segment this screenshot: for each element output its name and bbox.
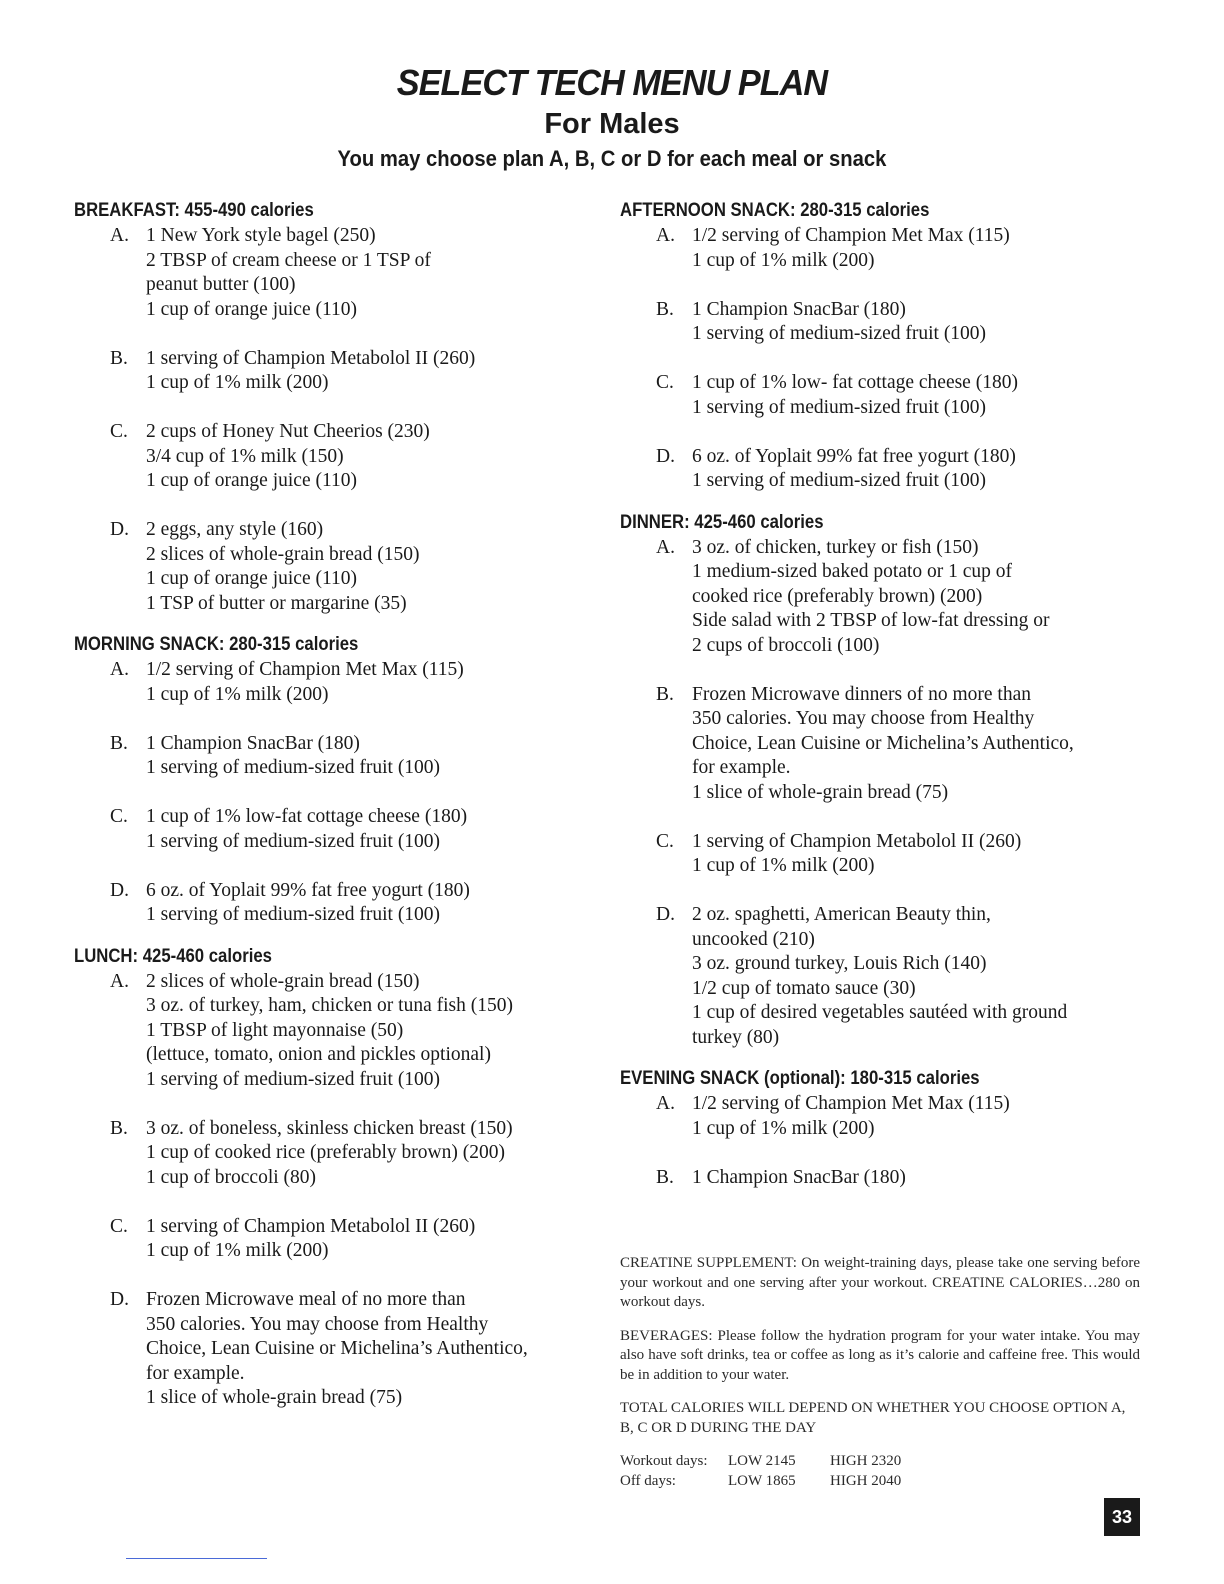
option-letter: D. bbox=[110, 1289, 129, 1310]
option-line: 1 cup of 1% milk (200) bbox=[146, 1240, 329, 1261]
calorie-row-label: Workout days: bbox=[620, 1453, 708, 1469]
option-letter: A. bbox=[110, 225, 129, 246]
notes-block bbox=[620, 1254, 1140, 1491]
option-line: 3 oz. ground turkey, Louis Rich (140) bbox=[692, 953, 987, 974]
option-line: 1 medium-sized baked potato or 1 cup of bbox=[692, 561, 1013, 582]
option-line: 1 serving of medium-sized fruit (100) bbox=[146, 830, 441, 852]
option-line: 2 oz. spaghetti, American Beauty thin, bbox=[692, 904, 991, 925]
option-line: 1 slice of whole-grain bread (75) bbox=[146, 1387, 403, 1408]
option-line: 1/2 serving of Champion Met Max (115) bbox=[692, 1093, 1010, 1114]
option-line: Choice, Lean Cuisine or Michelina’s Authentico, bbox=[146, 1338, 528, 1359]
option-line: 1/2 serving of Champion Met Max (115) bbox=[146, 659, 464, 680]
meal-option bbox=[74, 347, 594, 396]
section-heading: DINNER: 425-460 calories bbox=[620, 511, 824, 533]
meal-option bbox=[620, 1166, 1150, 1191]
calorie-row-off bbox=[620, 1472, 1140, 1492]
section-heading: EVENING SNACK (optional): 180-315 calories bbox=[620, 1068, 980, 1089]
option-line: 1 New York style bagel (250) bbox=[146, 225, 376, 246]
option-line: cooked rice (preferably brown) (200) bbox=[692, 585, 983, 607]
option-line: 2 eggs, any style (160) bbox=[146, 519, 324, 540]
meal-section bbox=[620, 198, 1150, 494]
option-line: turkey (80) bbox=[692, 1026, 780, 1048]
option-line: Choice, Lean Cuisine or Michelina’s Authentico, bbox=[692, 732, 1074, 754]
meal-option bbox=[74, 732, 594, 781]
option-letter: C. bbox=[656, 372, 674, 393]
page-title: SELECT TECH MENU PLAN bbox=[396, 62, 828, 103]
option-line: peanut butter (100) bbox=[146, 274, 296, 295]
option-line: for example. bbox=[146, 1362, 245, 1384]
section-heading: MORNING SNACK: 280-315 calories bbox=[74, 634, 359, 655]
option-letter: B. bbox=[656, 683, 674, 705]
meal-option bbox=[74, 1117, 594, 1191]
option-letter: A. bbox=[656, 225, 675, 246]
section-heading: LUNCH: 425-460 calories bbox=[74, 945, 272, 967]
option-line: 1 serving of medium-sized fruit (100) bbox=[692, 396, 987, 418]
option-line: 1 Champion SnacBar (180) bbox=[692, 298, 906, 320]
meal-option bbox=[620, 445, 1150, 494]
option-letter: A. bbox=[110, 970, 129, 992]
page-number: 33 bbox=[1104, 1498, 1140, 1536]
left-column bbox=[74, 198, 594, 1411]
calorie-table bbox=[620, 1452, 1140, 1491]
calorie-row-low: LOW 2145 bbox=[728, 1453, 796, 1469]
option-letter: B. bbox=[110, 732, 128, 754]
option-line: 1 serving of Champion Metabolol II (260) bbox=[146, 1215, 476, 1237]
option-line: 1 cup of 1% milk (200) bbox=[692, 1117, 875, 1139]
option-line: (lettuce, tomato, onion and pickles optional) bbox=[146, 1044, 491, 1065]
option-line: 1 serving of medium-sized fruit (100) bbox=[146, 757, 441, 778]
right-column bbox=[620, 198, 1150, 1190]
option-line: 1 cup of 1% milk (200) bbox=[692, 249, 875, 271]
option-letter: C. bbox=[110, 1215, 128, 1237]
meal-option bbox=[620, 371, 1150, 420]
bottom-rule bbox=[126, 1558, 267, 1559]
page-instruction: You may choose plan A, B, C or D for each meal or snack bbox=[337, 146, 887, 171]
page-subtitle: For Males bbox=[544, 108, 680, 140]
option-line: 1 cup of 1% low- fat cottage cheese (180) bbox=[692, 372, 1018, 393]
meal-option bbox=[620, 830, 1150, 879]
meal-option bbox=[74, 518, 594, 616]
option-line: 1/2 cup of tomato sauce (30) bbox=[692, 977, 916, 999]
meal-option bbox=[74, 805, 594, 854]
meal-section bbox=[74, 632, 594, 928]
meal-option bbox=[620, 1092, 1150, 1141]
calorie-row-workout bbox=[620, 1452, 1140, 1472]
option-letter: C. bbox=[656, 830, 674, 852]
option-letter: A. bbox=[656, 536, 675, 558]
meal-option bbox=[74, 658, 594, 707]
option-line: 1 cup of 1% milk (200) bbox=[146, 683, 329, 705]
option-line: 2 TBSP of cream cheese or 1 TSP of bbox=[146, 249, 431, 271]
meal-option bbox=[74, 1288, 594, 1411]
option-line: 1 cup of cooked rice (preferably brown) (200) bbox=[146, 1142, 505, 1163]
section-spacer bbox=[74, 616, 594, 632]
meal-option bbox=[620, 224, 1150, 273]
option-line: for example. bbox=[692, 757, 791, 778]
option-line: 1 serving of Champion Metabolol II (260) bbox=[146, 347, 476, 369]
option-line: 1 slice of whole-grain bread (75) bbox=[692, 781, 949, 803]
meal-section bbox=[74, 944, 594, 1411]
meal-option bbox=[74, 1215, 594, 1264]
calorie-row-low: LOW 1865 bbox=[728, 1472, 796, 1489]
option-line: 1 serving of medium-sized fruit (100) bbox=[692, 470, 987, 491]
option-line: 1 cup of orange juice (110) bbox=[146, 298, 357, 320]
beverages-note: BEVERAGES: Please follow the hydration program for your water intake. You may also have soft drinks, tea or coffee as long as it’s calorie and caffeine free. This would be in addition to your water. bbox=[620, 1327, 1140, 1383]
option-line: 1 cup of orange juice (110) bbox=[146, 470, 357, 491]
option-line: 1 Champion SnacBar (180) bbox=[692, 1166, 906, 1188]
option-line: 1 serving of Champion Metabolol II (260) bbox=[692, 830, 1022, 852]
meal-section bbox=[620, 1066, 1150, 1190]
option-letter: C. bbox=[110, 806, 128, 827]
option-line: 3/4 cup of 1% milk (150) bbox=[146, 445, 344, 467]
option-line: 2 slices of whole-grain bread (150) bbox=[146, 970, 420, 992]
option-letter: B. bbox=[656, 1166, 674, 1188]
option-line: 2 slices of whole-grain bread (150) bbox=[146, 543, 420, 565]
section-heading: BREAKFAST: 455-490 calories bbox=[74, 200, 314, 221]
option-line: Side salad with 2 TBSP of low-fat dressing or bbox=[692, 610, 1050, 631]
option-line: 1 TBSP of light mayonnaise (50) bbox=[146, 1019, 404, 1041]
option-line: 1 cup of broccoli (80) bbox=[146, 1166, 317, 1188]
section-heading: AFTERNOON SNACK: 280-315 calories bbox=[620, 200, 930, 221]
option-letter: C. bbox=[110, 421, 128, 442]
meal-section bbox=[74, 198, 594, 616]
option-line: 2 cups of Honey Nut Cheerios (230) bbox=[146, 421, 430, 442]
option-line: Frozen Microwave dinners of no more than bbox=[692, 683, 1031, 705]
meal-option bbox=[74, 879, 594, 928]
option-line: 1 serving of medium-sized fruit (100) bbox=[146, 904, 441, 925]
option-line: 1 cup of orange juice (110) bbox=[146, 568, 357, 589]
meal-option bbox=[620, 903, 1150, 1050]
creatine-note: CREATINE SUPPLEMENT: On weight-training days, please take one serving before your workout and one serving after your workout. CREATINE CALORIES…280 on workout days. bbox=[620, 1255, 1140, 1310]
option-line: 6 oz. of Yoplait 99% fat free yogurt (180) bbox=[146, 879, 470, 901]
option-line: Frozen Microwave meal of no more than bbox=[146, 1289, 466, 1310]
section-spacer bbox=[74, 928, 594, 944]
option-line: 1 serving of medium-sized fruit (100) bbox=[692, 323, 987, 344]
option-letter: B. bbox=[656, 298, 674, 320]
option-letter: D. bbox=[656, 445, 675, 467]
option-line: 3 oz. of turkey, ham, chicken or tuna fish (150) bbox=[146, 995, 513, 1016]
option-line: 1 cup of 1% milk (200) bbox=[692, 855, 875, 876]
option-letter: A. bbox=[110, 659, 129, 680]
calorie-row-high: HIGH 2040 bbox=[830, 1472, 902, 1489]
option-line: 1 serving of medium-sized fruit (100) bbox=[146, 1068, 441, 1090]
section-spacer bbox=[620, 1050, 1150, 1066]
option-letter: A. bbox=[656, 1093, 675, 1114]
option-line: 1 cup of desired vegetables sautéed with ground bbox=[692, 1002, 1068, 1023]
option-line: 1 cup of 1% milk (200) bbox=[146, 372, 329, 393]
option-letter: D. bbox=[656, 904, 675, 925]
option-letter: D. bbox=[110, 519, 129, 540]
meal-option bbox=[620, 683, 1150, 806]
option-line: 1/2 serving of Champion Met Max (115) bbox=[692, 225, 1010, 246]
option-line: 2 cups of broccoli (100) bbox=[692, 634, 880, 656]
option-letter: D. bbox=[110, 879, 129, 901]
total-calories-note: TOTAL CALORIES WILL DEPEND ON WHETHER YOU CHOOSE OPTION A, B, C OR D DURING THE DAY bbox=[620, 1400, 1126, 1436]
option-line: 1 cup of 1% low-fat cottage cheese (180) bbox=[146, 806, 468, 827]
option-line: 1 TSP of butter or margarine (35) bbox=[146, 592, 407, 614]
meal-option bbox=[620, 298, 1150, 347]
meal-option bbox=[74, 970, 594, 1093]
meal-option bbox=[74, 224, 594, 322]
option-line: uncooked (210) bbox=[692, 928, 815, 950]
option-line: 3 oz. of boneless, skinless chicken breast (150) bbox=[146, 1117, 513, 1139]
option-line: 1 Champion SnacBar (180) bbox=[146, 732, 360, 754]
option-line: 3 oz. of chicken, turkey or fish (150) bbox=[692, 536, 979, 558]
meal-section bbox=[620, 510, 1150, 1051]
meal-option bbox=[74, 420, 594, 494]
option-letter: B. bbox=[110, 347, 128, 369]
meal-option bbox=[620, 536, 1150, 659]
option-line: 350 calories. You may choose from Healthy bbox=[146, 1313, 489, 1335]
option-line: 350 calories. You may choose from Healthy bbox=[692, 708, 1035, 729]
option-letter: B. bbox=[110, 1117, 128, 1139]
calorie-row-high: HIGH 2320 bbox=[830, 1453, 902, 1469]
section-spacer bbox=[620, 494, 1150, 510]
calorie-row-label: Off days: bbox=[620, 1472, 676, 1489]
option-line: 6 oz. of Yoplait 99% fat free yogurt (180) bbox=[692, 445, 1016, 467]
